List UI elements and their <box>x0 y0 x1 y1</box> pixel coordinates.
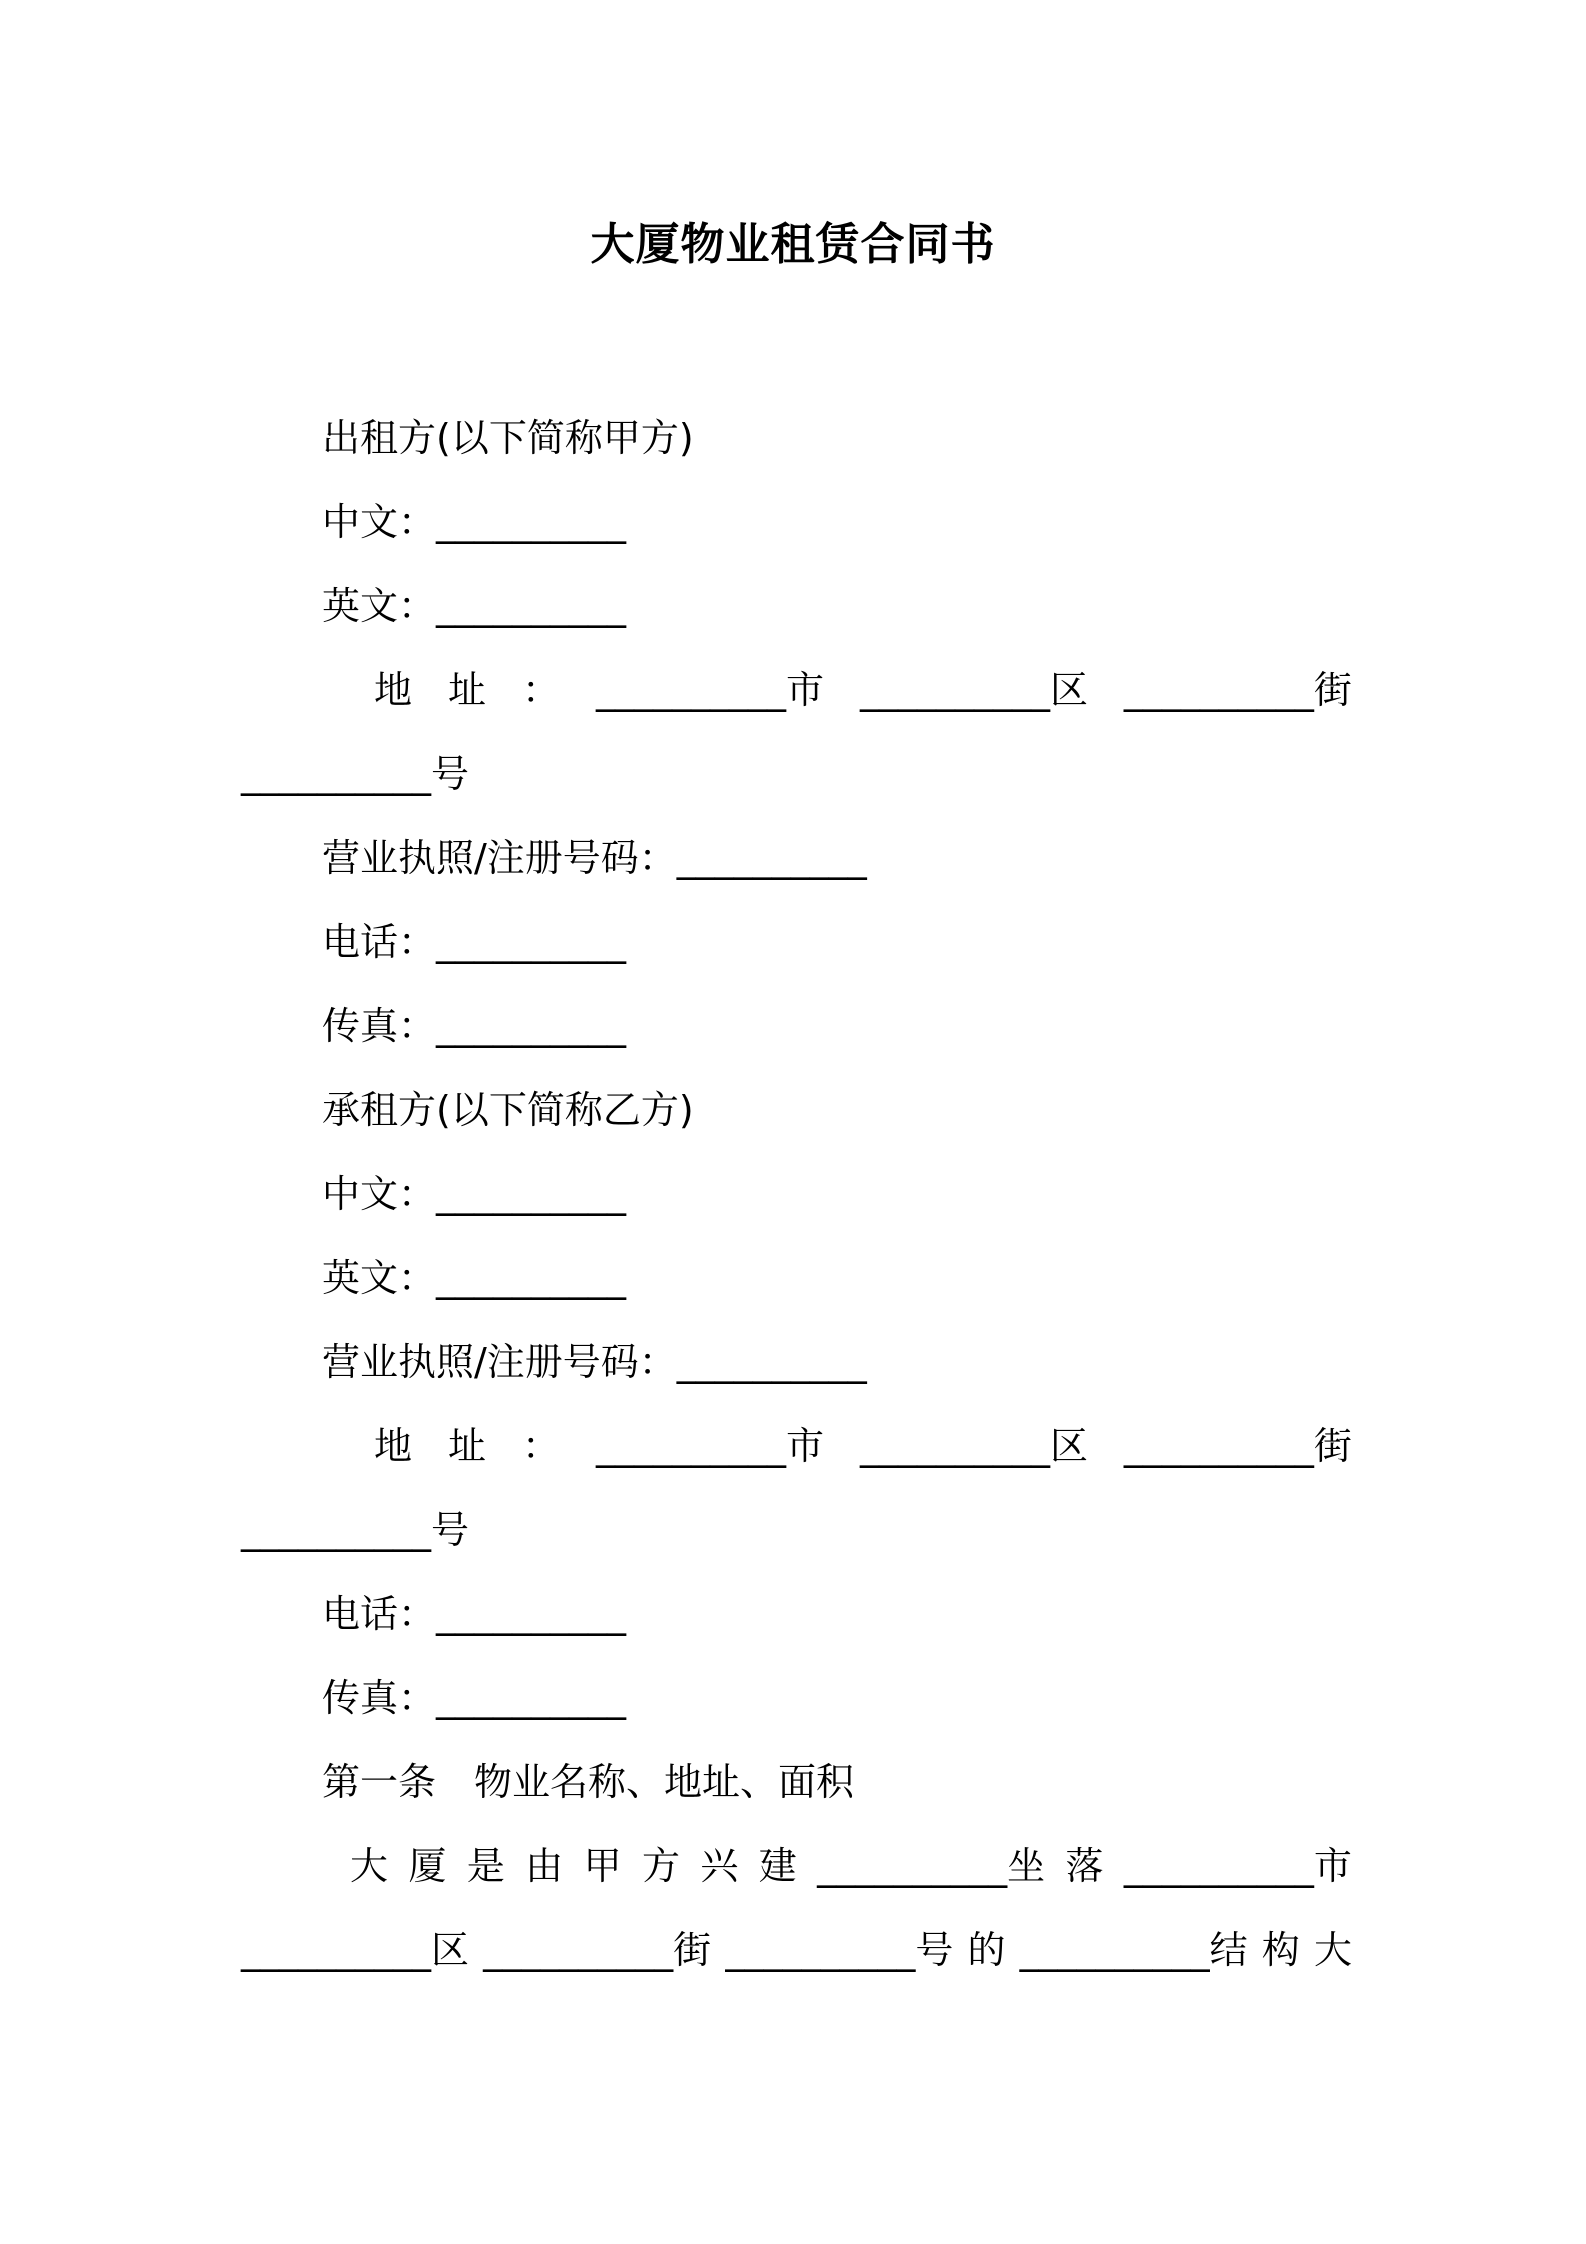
lessor-phone: 电话：__________ <box>322 920 627 964</box>
body-blank: __________街 <box>483 1928 712 1972</box>
article1-heading: 第一条 物业名称、地址、面积 <box>322 1760 855 1804</box>
lessor-heading: 出租方(以下简称甲方) <box>322 416 694 460</box>
lessor-english-name: 英文：__________ <box>322 584 627 628</box>
lessee-english-name: 英文：__________ <box>322 1256 627 1300</box>
address-label-colon: ： <box>521 1424 560 1468</box>
lessee-fax: 传真：__________ <box>322 1676 627 1720</box>
lessor-address-line2: __________号 <box>241 752 470 796</box>
lessee-license: 营业执照/注册号码：__________ <box>322 1340 867 1384</box>
body-char: 方 <box>641 1844 680 1888</box>
body-char: 大 <box>350 1844 389 1888</box>
body-char: 兴 <box>700 1844 739 1888</box>
body-char: 大 <box>1313 1928 1352 1972</box>
body-blank: __________市 <box>1123 1844 1352 1888</box>
address-street-blank: __________街 <box>1123 668 1352 712</box>
body-char: 是 <box>466 1844 505 1888</box>
body-char: 建 <box>758 1844 797 1888</box>
lessee-chinese-name: 中文：__________ <box>322 1172 627 1216</box>
lessor-address-line1 <box>374 665 1352 715</box>
address-street-blank: __________街 <box>1123 1424 1352 1468</box>
body-char: 由 <box>525 1844 564 1888</box>
address-label-char: 地 <box>374 1424 413 1468</box>
body-char: 甲 <box>583 1844 622 1888</box>
lessor-license: 营业执照/注册号码：__________ <box>322 836 867 880</box>
body-char: 的 <box>967 1928 1006 1972</box>
address-label-char: 地 <box>374 668 413 712</box>
address-city-blank: __________市 <box>595 668 824 712</box>
body-blank: __________区 <box>241 1928 470 1972</box>
body-blank: __________坐 <box>817 1844 1046 1888</box>
body-blank: __________号 <box>725 1928 954 1972</box>
body-char: 落 <box>1065 1844 1104 1888</box>
address-city-blank: __________市 <box>595 1424 824 1468</box>
address-label-char: 址 <box>447 1424 486 1468</box>
body-blank: __________结 <box>1019 1928 1248 1972</box>
body-char: 构 <box>1261 1928 1300 1972</box>
address-label-char: 址 <box>447 668 486 712</box>
body-char: 厦 <box>408 1844 447 1888</box>
address-label-colon: ： <box>521 668 560 712</box>
article1-body-line2 <box>241 1925 1352 1975</box>
lessor-chinese-name: 中文：__________ <box>322 500 627 544</box>
lessee-address-line1 <box>374 1421 1352 1471</box>
address-district-blank: __________区 <box>859 668 1088 712</box>
address-district-blank: __________区 <box>859 1424 1088 1468</box>
lessee-phone: 电话：__________ <box>322 1592 627 1636</box>
lessor-fax: 传真：__________ <box>322 1004 627 1048</box>
article1-body-line1 <box>350 1841 1352 1891</box>
document-title: 大厦物业租赁合同书 <box>590 219 996 270</box>
lessee-address-line2: __________号 <box>241 1508 470 1552</box>
lessee-heading: 承租方(以下简称乙方) <box>322 1088 694 1132</box>
